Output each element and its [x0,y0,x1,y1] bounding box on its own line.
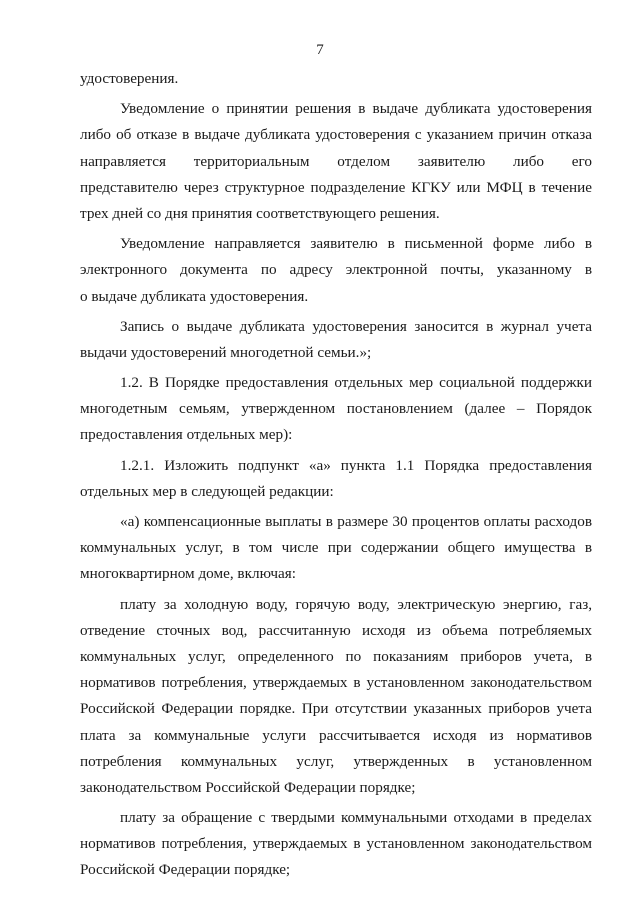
text-line: направляется территориальным отделом заявителю либо его [80,152,592,170]
text-line: либо об отказе в выдаче дубликата удостоверения с указанием причин отказа [80,126,592,144]
paragraph-first-line: Уведомление направляется заявителю в письменной форме либо в [120,235,592,253]
paragraph-first-line: плату за холодную воду, горячую воду, электрическую энергию, газ, [120,595,592,613]
text-line: нормативов потребления, утверждаемых в установленном законодательством [80,835,592,853]
text-line: отдельных мер в следующей редакции: [80,482,334,500]
text-line: выдачи удостоверений многодетной семьи.»; [80,343,372,361]
text-line: коммунальных услуг, в том числе при содержании общего имущества в [80,539,592,557]
paragraph-first-line: 1.2. В Порядке предоставления отдельных мер социальной поддержки [120,374,592,392]
text-line: Российской Федерации порядке; [80,861,291,879]
text-line: о выдаче дубликата удостоверения. [80,287,309,305]
text-line: законодательством Российской Федерации порядке; [80,778,416,796]
text-line: коммунальных услуг, определенного по показаниям приборов учета, в [80,647,592,665]
text-line: предоставления отдельных мер): [80,426,293,444]
text-line: удостоверения. [80,70,179,87]
paragraph-first-line: Уведомление о принятии решения в выдаче дубликата удостоверения [120,100,592,118]
paragraph-first-line: Запись о выдаче дубликата удостоверения заносится в журнал учета [120,317,592,335]
document-body [80,66,592,884]
text-line: Российской Федерации порядке. При отсутствии указанных приборов учета [80,700,592,718]
text-line: отведение сточных вод, рассчитанную исходя из объема потребляемых [80,621,592,639]
text-line: трех дней со дня принятия соответствующего решения. [80,204,440,222]
text-line: представителю через структурное подразделение КГКУ или МФЦ в течение [80,178,592,196]
text-line: электронного документа по адресу электронной почты, указанному в [80,261,592,279]
text-line: многодетным семьям, утвержденном постановлением (далее – Порядок [80,400,592,418]
paragraph-first-line: 1.2.1. Изложить подпункт «а» пункта 1.1 Порядка предоставления [120,456,592,474]
paragraph-first-line: плату за обращение с твердыми коммунальными отходами в пределах [120,809,592,827]
text-line: многоквартирном доме, включая: [80,565,296,583]
text-line: плата за коммунальные услуги рассчитывается исходя из нормативов [80,726,592,744]
page-number: 7 [316,42,324,58]
text-line: потребления коммунальных услуг, утвержденных в установленном [80,752,592,770]
paragraph-first-line: «а) компенсационные выплаты в размере 30 процентов оплаты расходов [120,513,592,530]
text-line: нормативов потребления, утверждаемых в установленном законодательством [80,674,592,692]
